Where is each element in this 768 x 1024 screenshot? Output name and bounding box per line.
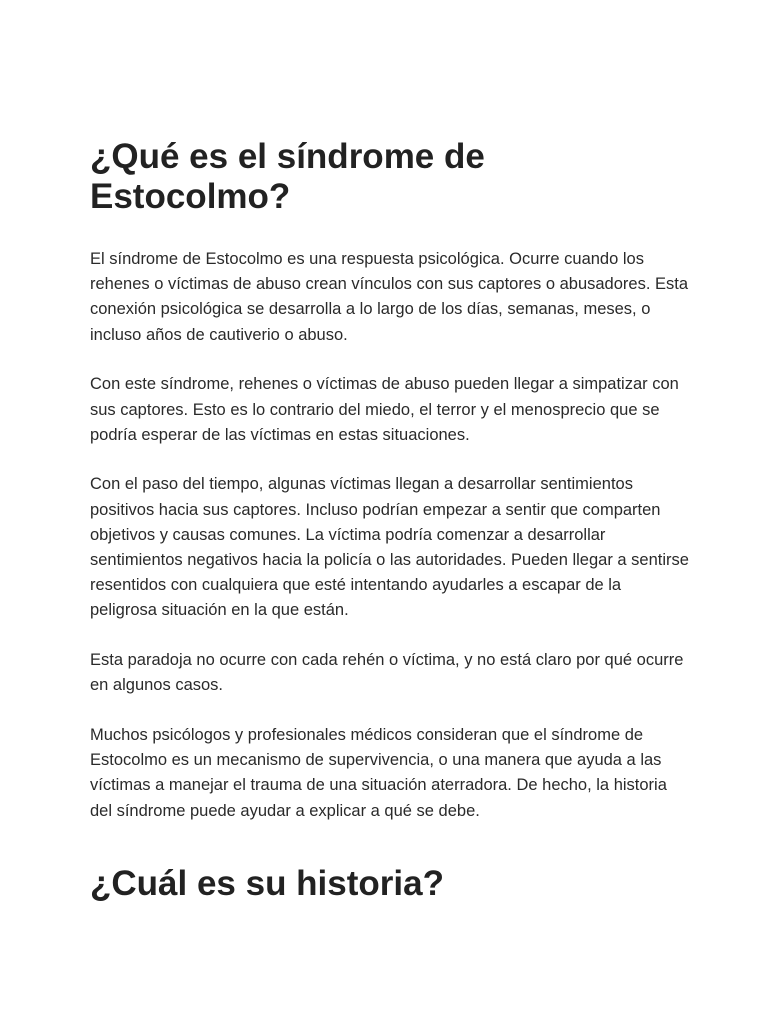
article-paragraph: El síndrome de Estocolmo es una respuesta psicológica. Ocurre cuando los rehenes o víctimas de abuso crean vínculos con sus captores o abusadores. Esta conexión psicológica se desarrolla a lo largo de los días, semanas, meses, o incluso años de cautiverio o abuso. (90, 250, 689, 344)
article-title: ¿Qué es el síndrome de Estocolmo? (90, 137, 485, 216)
section-heading: ¿Cuál es su historia? (90, 863, 444, 903)
article-paragraph: Con este síndrome, rehenes o víctimas de abuso pueden llegar a simpatizar con sus captores. Esto es lo contrario del miedo, el terror y el menosprecio que se podría esperar de las víctimas en estas situaciones. (90, 375, 679, 444)
article-paragraph: Muchos psicólogos y profesionales médicos consideran que el síndrome de Estocolmo es un mecanismo de supervivencia, o una manera que ayuda a las víctimas a manejar el trauma de una situación aterradora. De hecho, la historia del síndrome puede ayudar a explicar a qué se debe. (90, 726, 667, 820)
article (90, 137, 690, 904)
article-paragraph: Esta paradoja no ocurre con cada rehén o víctima, y no está claro por qué ocurre en algunos casos. (90, 651, 684, 695)
article-paragraph: Con el paso del tiempo, algunas víctimas llegan a desarrollar sentimientos positivos hacia sus captores. Incluso podrían empezar a sentir que comparten objetivos y causas comunes. La víctima podría comenzar a desarrollar sentimientos negativos hacia la policía o las autoridades. Pueden llegar a sentirse resentidos con cualquiera que esté intentando ayudarles a escapar de la peligrosa situación en la que están. (90, 475, 689, 620)
